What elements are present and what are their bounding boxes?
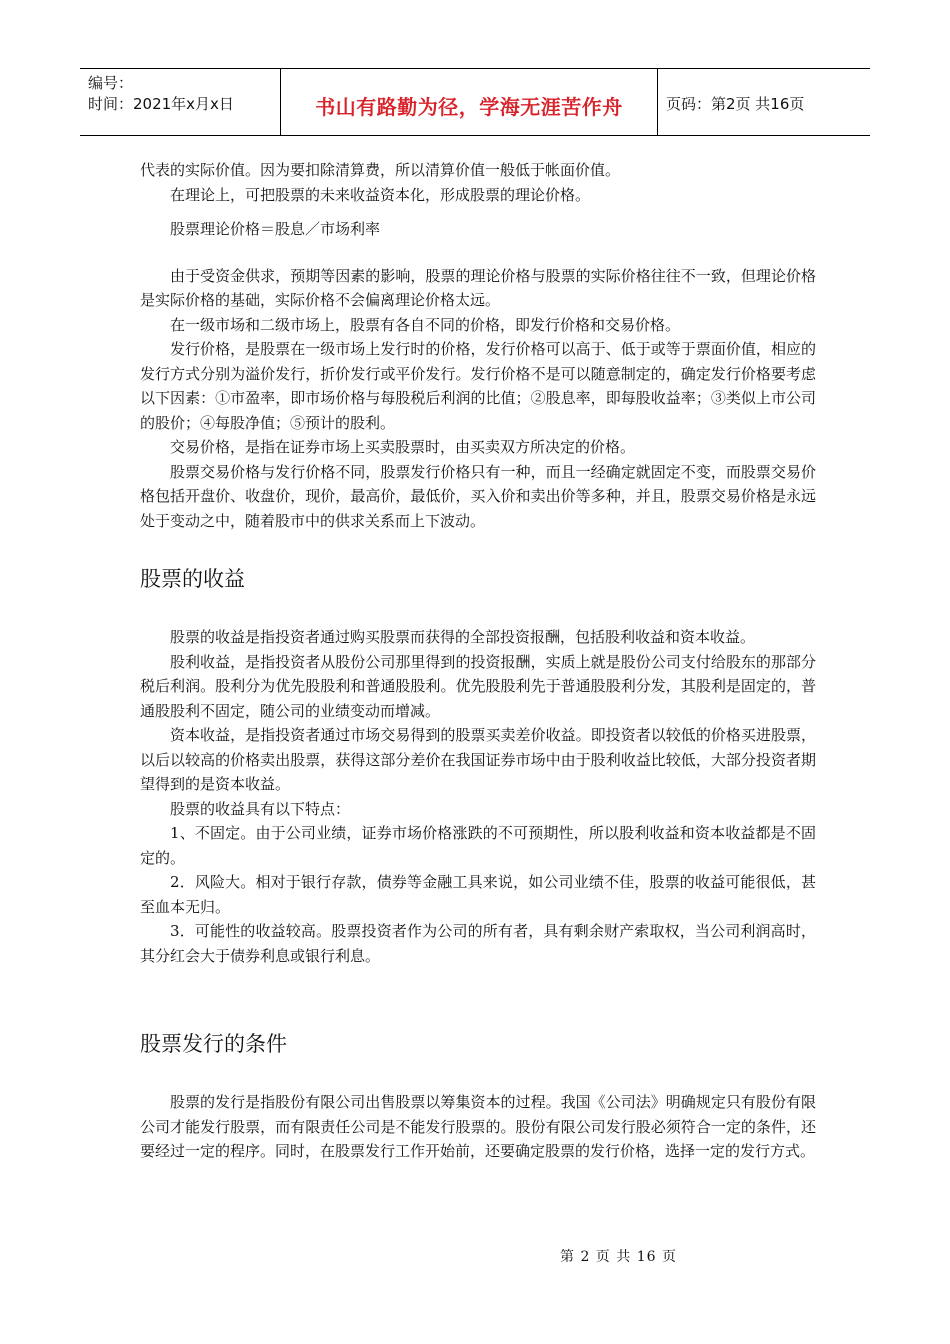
formula: 股票理论价格＝股息／市场利率 bbox=[170, 220, 381, 238]
page-header bbox=[80, 68, 870, 136]
paragraph: 发行价格，是股票在一级市场上发行时的价格，发行价格可以高于、低于或等于票面价值，相应的发行方式分别为溢价发行，折价发行或平价发行。发行价格不是可以随意制定的，确定发行价格要考虑以下因素：①市盈率，即市场价格与每股税后利润的比值；②股息率，即每股收益率；③类似上市公司的股价；④每股净值；⑤预计的股利。 bbox=[140, 340, 816, 432]
paragraph: 股票的发行是指股份有限公司出售股票以筹集资本的过程。我国《公司法》明确规定只有股份有限公司才能发行股票，而有限责任公司是不能发行股票的。股份有限公司发行股必须符合一定的条件，还要经过一定的程序。同时，在股票发行工作开始前，还要确定股票的发行价格，选择一定的发行方式。 bbox=[140, 1093, 816, 1160]
list-item: 1、不固定。由于公司业绩，证券市场价格涨跌的不可预期性，所以股利收益和资本收益都是不固定的。 bbox=[140, 824, 816, 867]
time-label: 时间：2021年x月x日 bbox=[88, 95, 234, 113]
paragraph: 在理论上，可把股票的未来收益资本化，形成股票的理论价格。 bbox=[170, 185, 591, 204]
paragraph: 交易价格，是指在证券市场上买卖股票时，由买卖双方所决定的价格。 bbox=[170, 438, 636, 456]
list-item: 3．可能性的收益较高。股票投资者作为公司的所有者，具有剩余财产索取权，当公司利润高时，其分红会大于债券利息或银行利息。 bbox=[140, 922, 816, 965]
number-label: 编号： bbox=[88, 74, 134, 92]
section-heading: 股票发行的条件 bbox=[140, 1032, 287, 1056]
paragraph: 在一级市场和二级市场上，股票有各自不同的价格，即发行价格和交易价格。 bbox=[170, 315, 681, 334]
section-heading: 股票的收益 bbox=[140, 567, 245, 591]
header-page-info: 页码：第2页 共16页 bbox=[666, 95, 805, 113]
document-body bbox=[140, 158, 816, 1164]
paragraph: 代表的实际价值。因为要扣除清算费，所以清算价值一般低于帐面价值。 bbox=[140, 161, 621, 179]
paragraph: 股票交易价格与发行价格不同，股票发行价格只有一种，而且一经确定就固定不变，而股票交易价格包括开盘价、收盘价，现价，最高价，最低价，买入价和卖出价等多种，并且，股票交易价格是永远处于变动之中，随着股市中的供求关系而上下波动。 bbox=[140, 462, 816, 530]
paragraph: 股利收益，是指投资者从股份公司那里得到的投资报酬，实质上就是股份公司支付给股东的那部分税后利润。股利分为优先股股利和普通股股利。优先股股利先于普通股股利分发，其股利是固定的，普通股股利不固定，随公司的业绩变动而增减。 bbox=[140, 652, 816, 720]
paragraph: 由于受资金供求，预期等因素的影响，股票的理论价格与股票的实际价格往往不一致，但理论价格是实际价格的基础，实际价格不会偏离理论价格太远。 bbox=[140, 266, 816, 309]
header-divider bbox=[657, 69, 658, 135]
list-item: 2．风险大。相对于银行存款，债券等金融工具来说，如公司业绩不佳，股票的收益可能很低，甚至血本无归。 bbox=[140, 873, 816, 916]
header-motto: 书山有路勤为径，学海无涯苦作舟 bbox=[315, 95, 623, 119]
header-meta bbox=[88, 73, 278, 115]
page-footer: 第 2 页 共 16 页 bbox=[560, 1249, 677, 1265]
paragraph: 股票的收益具有以下特点： bbox=[170, 799, 351, 818]
paragraph: 资本收益，是指投资者通过市场交易得到的股票买卖差价收益。即投资者以较低的价格买进股票，以后以较高的价格卖出股票，获得这部分差价在我国证券市场中由于股利收益比较低，大部分投资者期望得到的是资本收益。 bbox=[140, 726, 816, 793]
paragraph: 股票的收益是指投资者通过购买股票而获得的全部投资报酬，包括股利收益和资本收益。 bbox=[170, 628, 756, 646]
